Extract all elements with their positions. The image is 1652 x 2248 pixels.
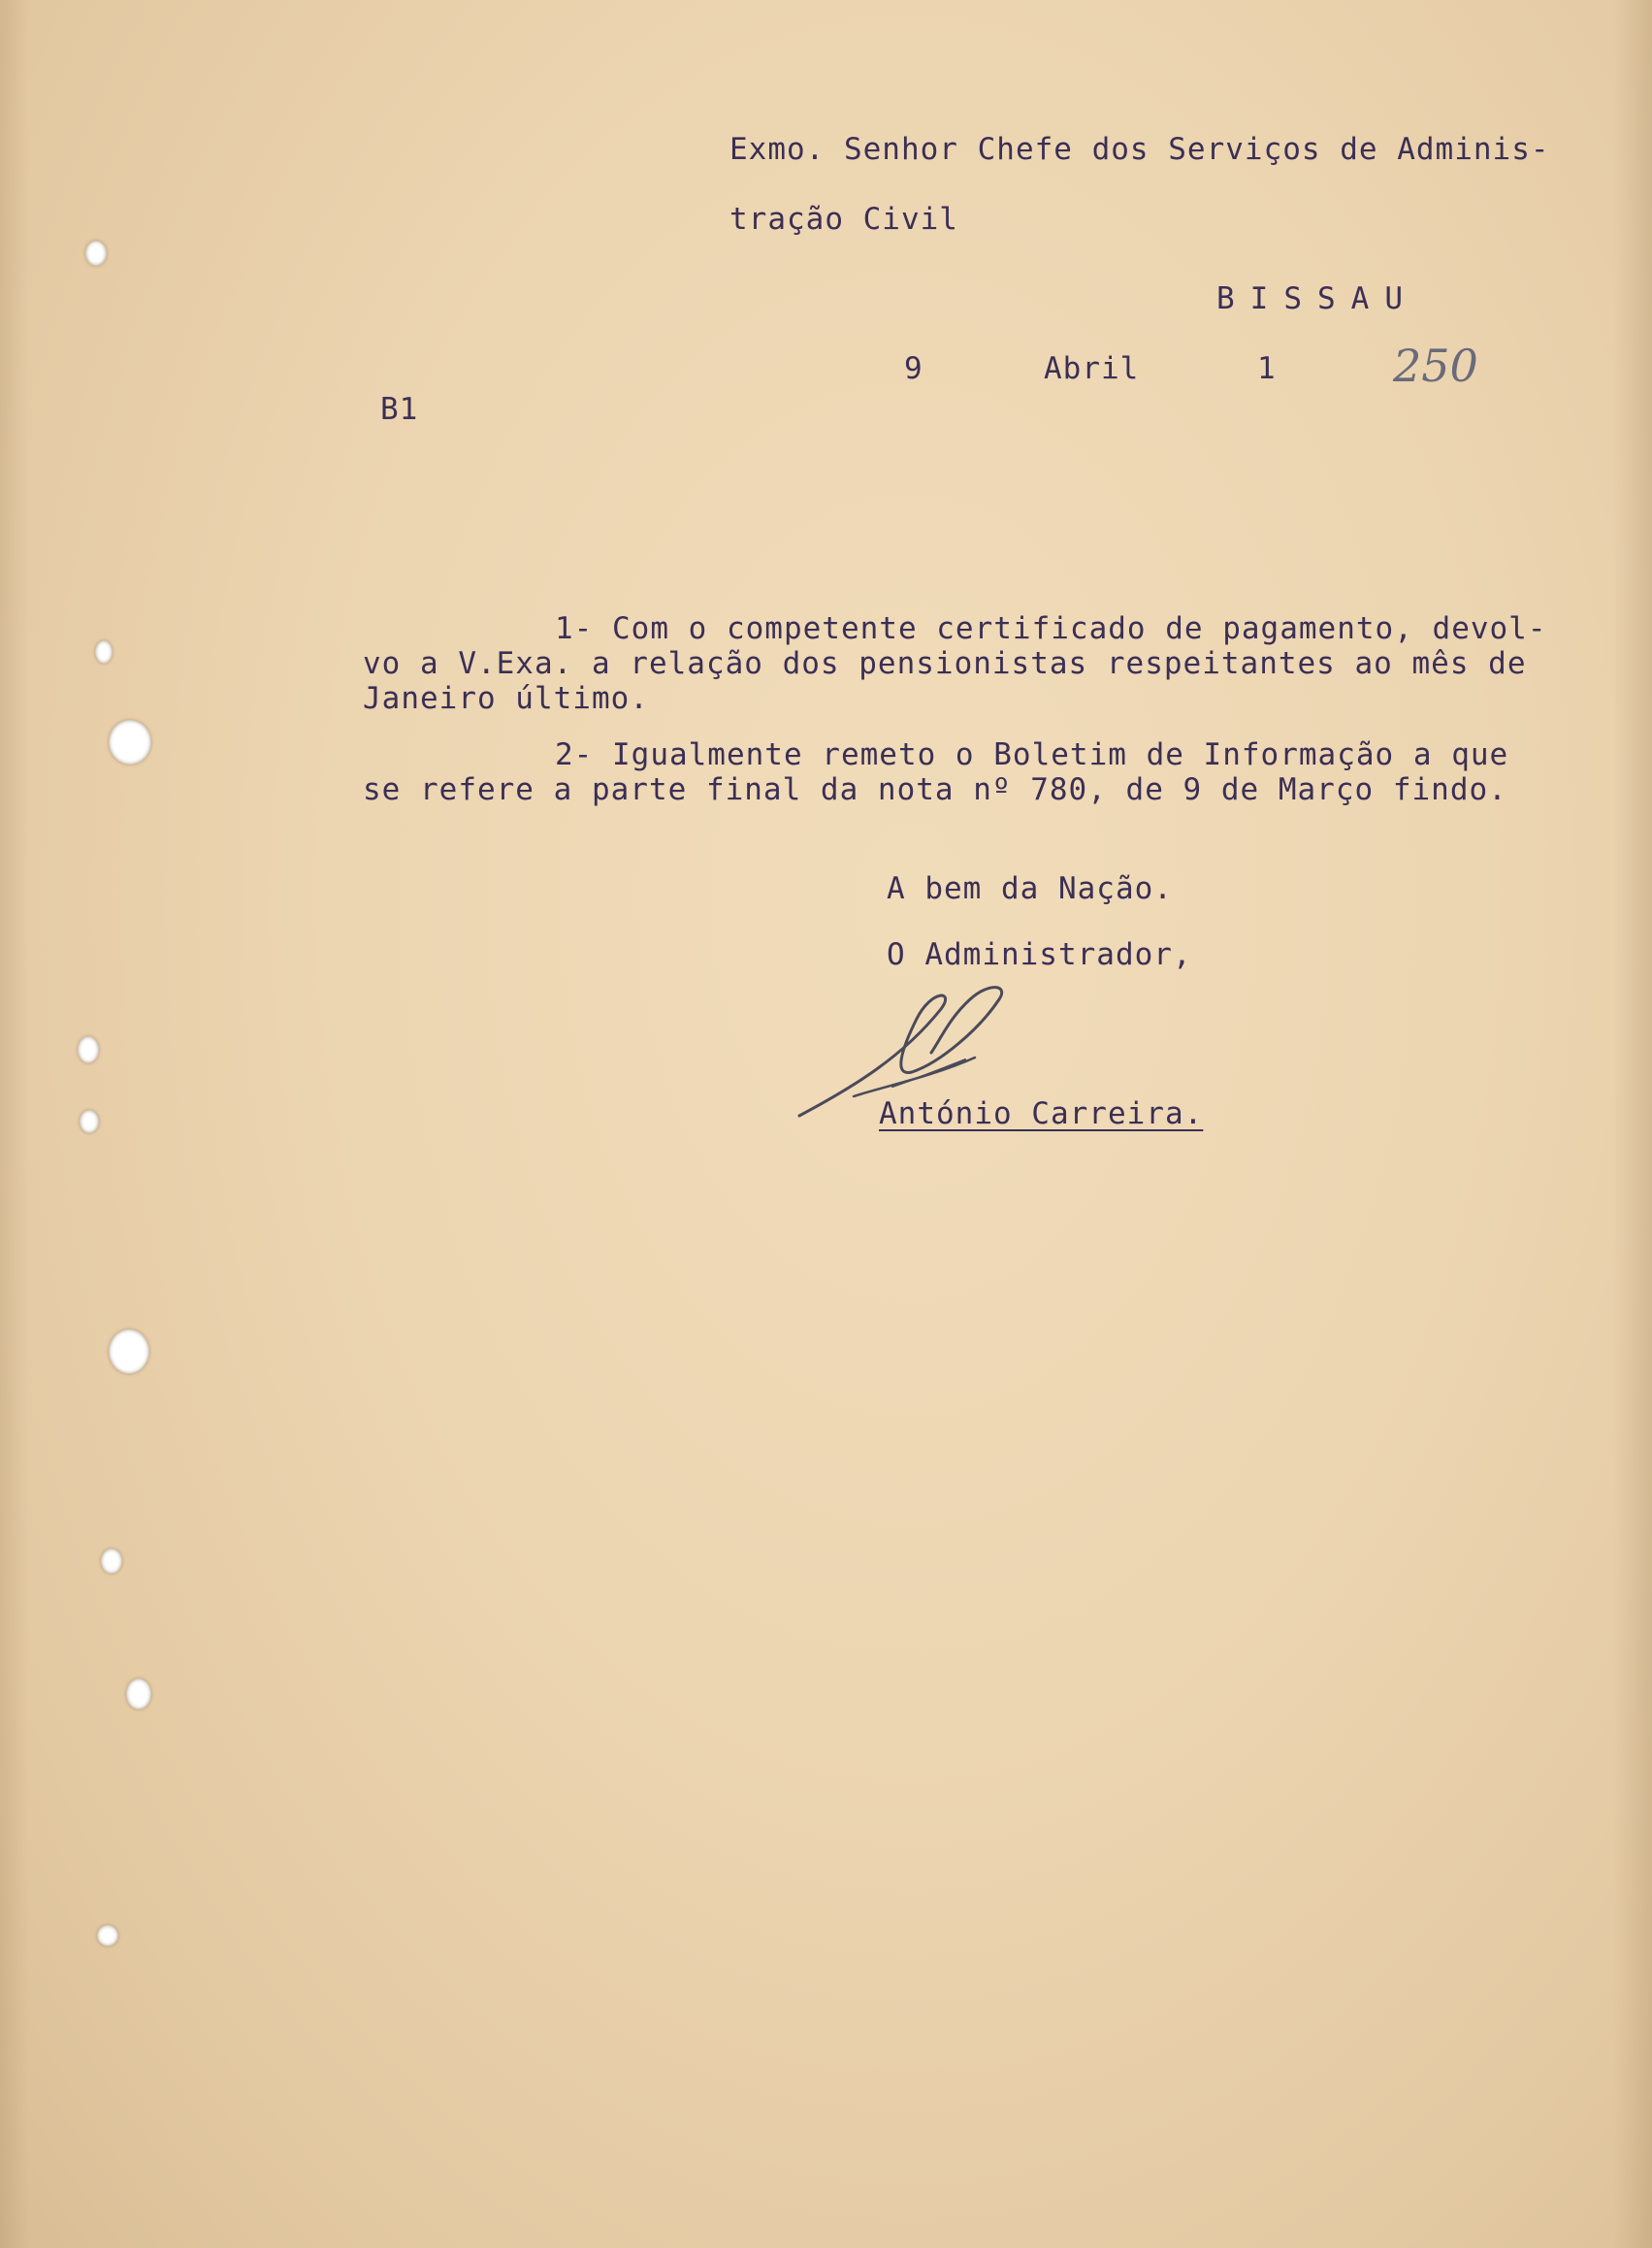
paragraph-1-line-1: 1- Com o competente certificado de pagamento, devol- (555, 611, 1547, 646)
punch-hole (95, 640, 113, 664)
handwritten-number: 250 (1393, 340, 1478, 392)
punch-hole (109, 1329, 149, 1374)
punch-hole (101, 1548, 122, 1574)
closing-phrase: A bem da Nação. (887, 871, 1173, 906)
date-day: 9 (904, 351, 923, 386)
place-name: BISSAU (1216, 281, 1418, 316)
paragraph-2-line-1: 2- Igualmente remeto o Boletim de Informação a que (555, 737, 1509, 772)
paragraph-2-line-2: se refere a parte final da nota nº 780, de 9 de Março findo. (363, 772, 1507, 807)
punch-hole (78, 1036, 99, 1063)
date-year-prefix: 1 (1257, 351, 1277, 386)
addressee-line-2: tração Civil (729, 202, 958, 237)
paragraph-1-line-3: Janeiro último. (363, 681, 649, 716)
punch-hole (97, 1925, 118, 1946)
punch-hole (126, 1678, 151, 1710)
signer-title: O Administrador, (887, 937, 1192, 972)
punch-hole (85, 241, 107, 266)
punch-hole (80, 1110, 99, 1133)
page-right-shadow (1613, 0, 1652, 2248)
reference-code: B1 (380, 392, 419, 427)
punch-hole (109, 720, 151, 765)
signer-name: António Carreira. (879, 1096, 1204, 1131)
date-month: Abril (1044, 351, 1140, 386)
addressee-line-1: Exmo. Senhor Chefe dos Serviços de Adminis- (729, 132, 1550, 167)
page-left-shadow (0, 0, 29, 2248)
paragraph-1-line-2: vo a V.Exa. a relação dos pensionistas respeitantes ao mês de (363, 646, 1527, 681)
